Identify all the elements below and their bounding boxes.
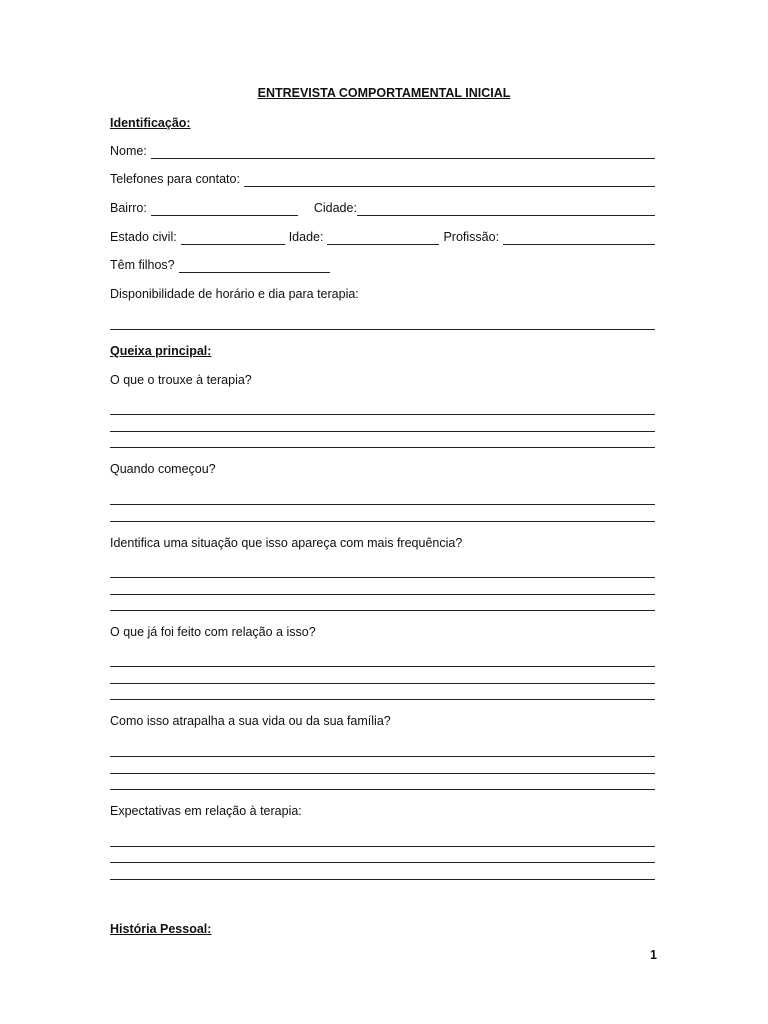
telefones-row (110, 171, 655, 187)
answer-line[interactable] (110, 789, 655, 790)
answer-line[interactable] (110, 846, 655, 847)
answer-line[interactable] (110, 879, 655, 880)
answer-line[interactable] (110, 504, 655, 505)
answer-line[interactable] (110, 577, 655, 578)
telefones-field[interactable] (244, 173, 655, 187)
question-feito: O que já foi feito com relação a isso? (110, 625, 316, 639)
cidade-field[interactable] (357, 202, 655, 216)
filhos-row (110, 257, 330, 273)
answer-line[interactable] (110, 594, 655, 595)
answer-line[interactable] (110, 610, 655, 611)
disponibilidade-label: Disponibilidade de horário e dia para terapia: (110, 287, 359, 301)
bairro-label: Bairro: (110, 201, 147, 215)
estado-idade-profissao-row (110, 229, 655, 245)
answer-line[interactable] (110, 414, 655, 415)
cidade-label: Cidade: (313, 201, 357, 215)
answer-line[interactable] (110, 773, 655, 774)
question-expectativas: Expectativas em relação à terapia: (110, 804, 302, 818)
filhos-field[interactable] (179, 259, 330, 273)
bairro-cidade-row (110, 200, 655, 216)
answer-line[interactable] (110, 699, 655, 700)
answer-line[interactable] (110, 447, 655, 448)
idade-field[interactable] (327, 231, 439, 245)
answer-line[interactable] (110, 521, 655, 522)
page-number: 1 (650, 948, 657, 962)
telefones-label: Telefones para contato: (110, 172, 240, 186)
section-heading-queixa: Queixa principal: (110, 344, 212, 358)
estado-civil-field[interactable] (181, 231, 285, 245)
answer-line[interactable] (110, 683, 655, 684)
bairro-field[interactable] (151, 202, 298, 216)
profissao-label: Profissão: (443, 230, 500, 244)
section-heading-identificacao: Identificação: (110, 116, 191, 130)
question-atrapalha: Como isso atrapalha a sua vida ou da sua família? (110, 714, 391, 728)
answer-line[interactable] (110, 431, 655, 432)
document-title: ENTREVISTA COMPORTAMENTAL INICIAL (257, 86, 511, 100)
section-heading-historia: História Pessoal: (110, 922, 212, 936)
answer-line[interactable] (110, 329, 655, 330)
answer-line[interactable] (110, 666, 655, 667)
question-situacao: Identifica uma situação que isso apareça com mais frequência? (110, 536, 463, 550)
answer-line[interactable] (110, 862, 655, 863)
nome-row (110, 143, 655, 159)
profissao-field[interactable] (503, 231, 655, 245)
answer-line[interactable] (110, 756, 655, 757)
nome-field[interactable] (151, 145, 655, 159)
nome-label: Nome: (110, 144, 147, 158)
question-quando: Quando começou? (110, 462, 216, 476)
question-trouxe: O que o trouxe à terapia? (110, 373, 252, 387)
filhos-label: Têm filhos? (110, 258, 175, 272)
estado-civil-label: Estado civil: (110, 230, 177, 244)
idade-label: Idade: (288, 230, 324, 244)
